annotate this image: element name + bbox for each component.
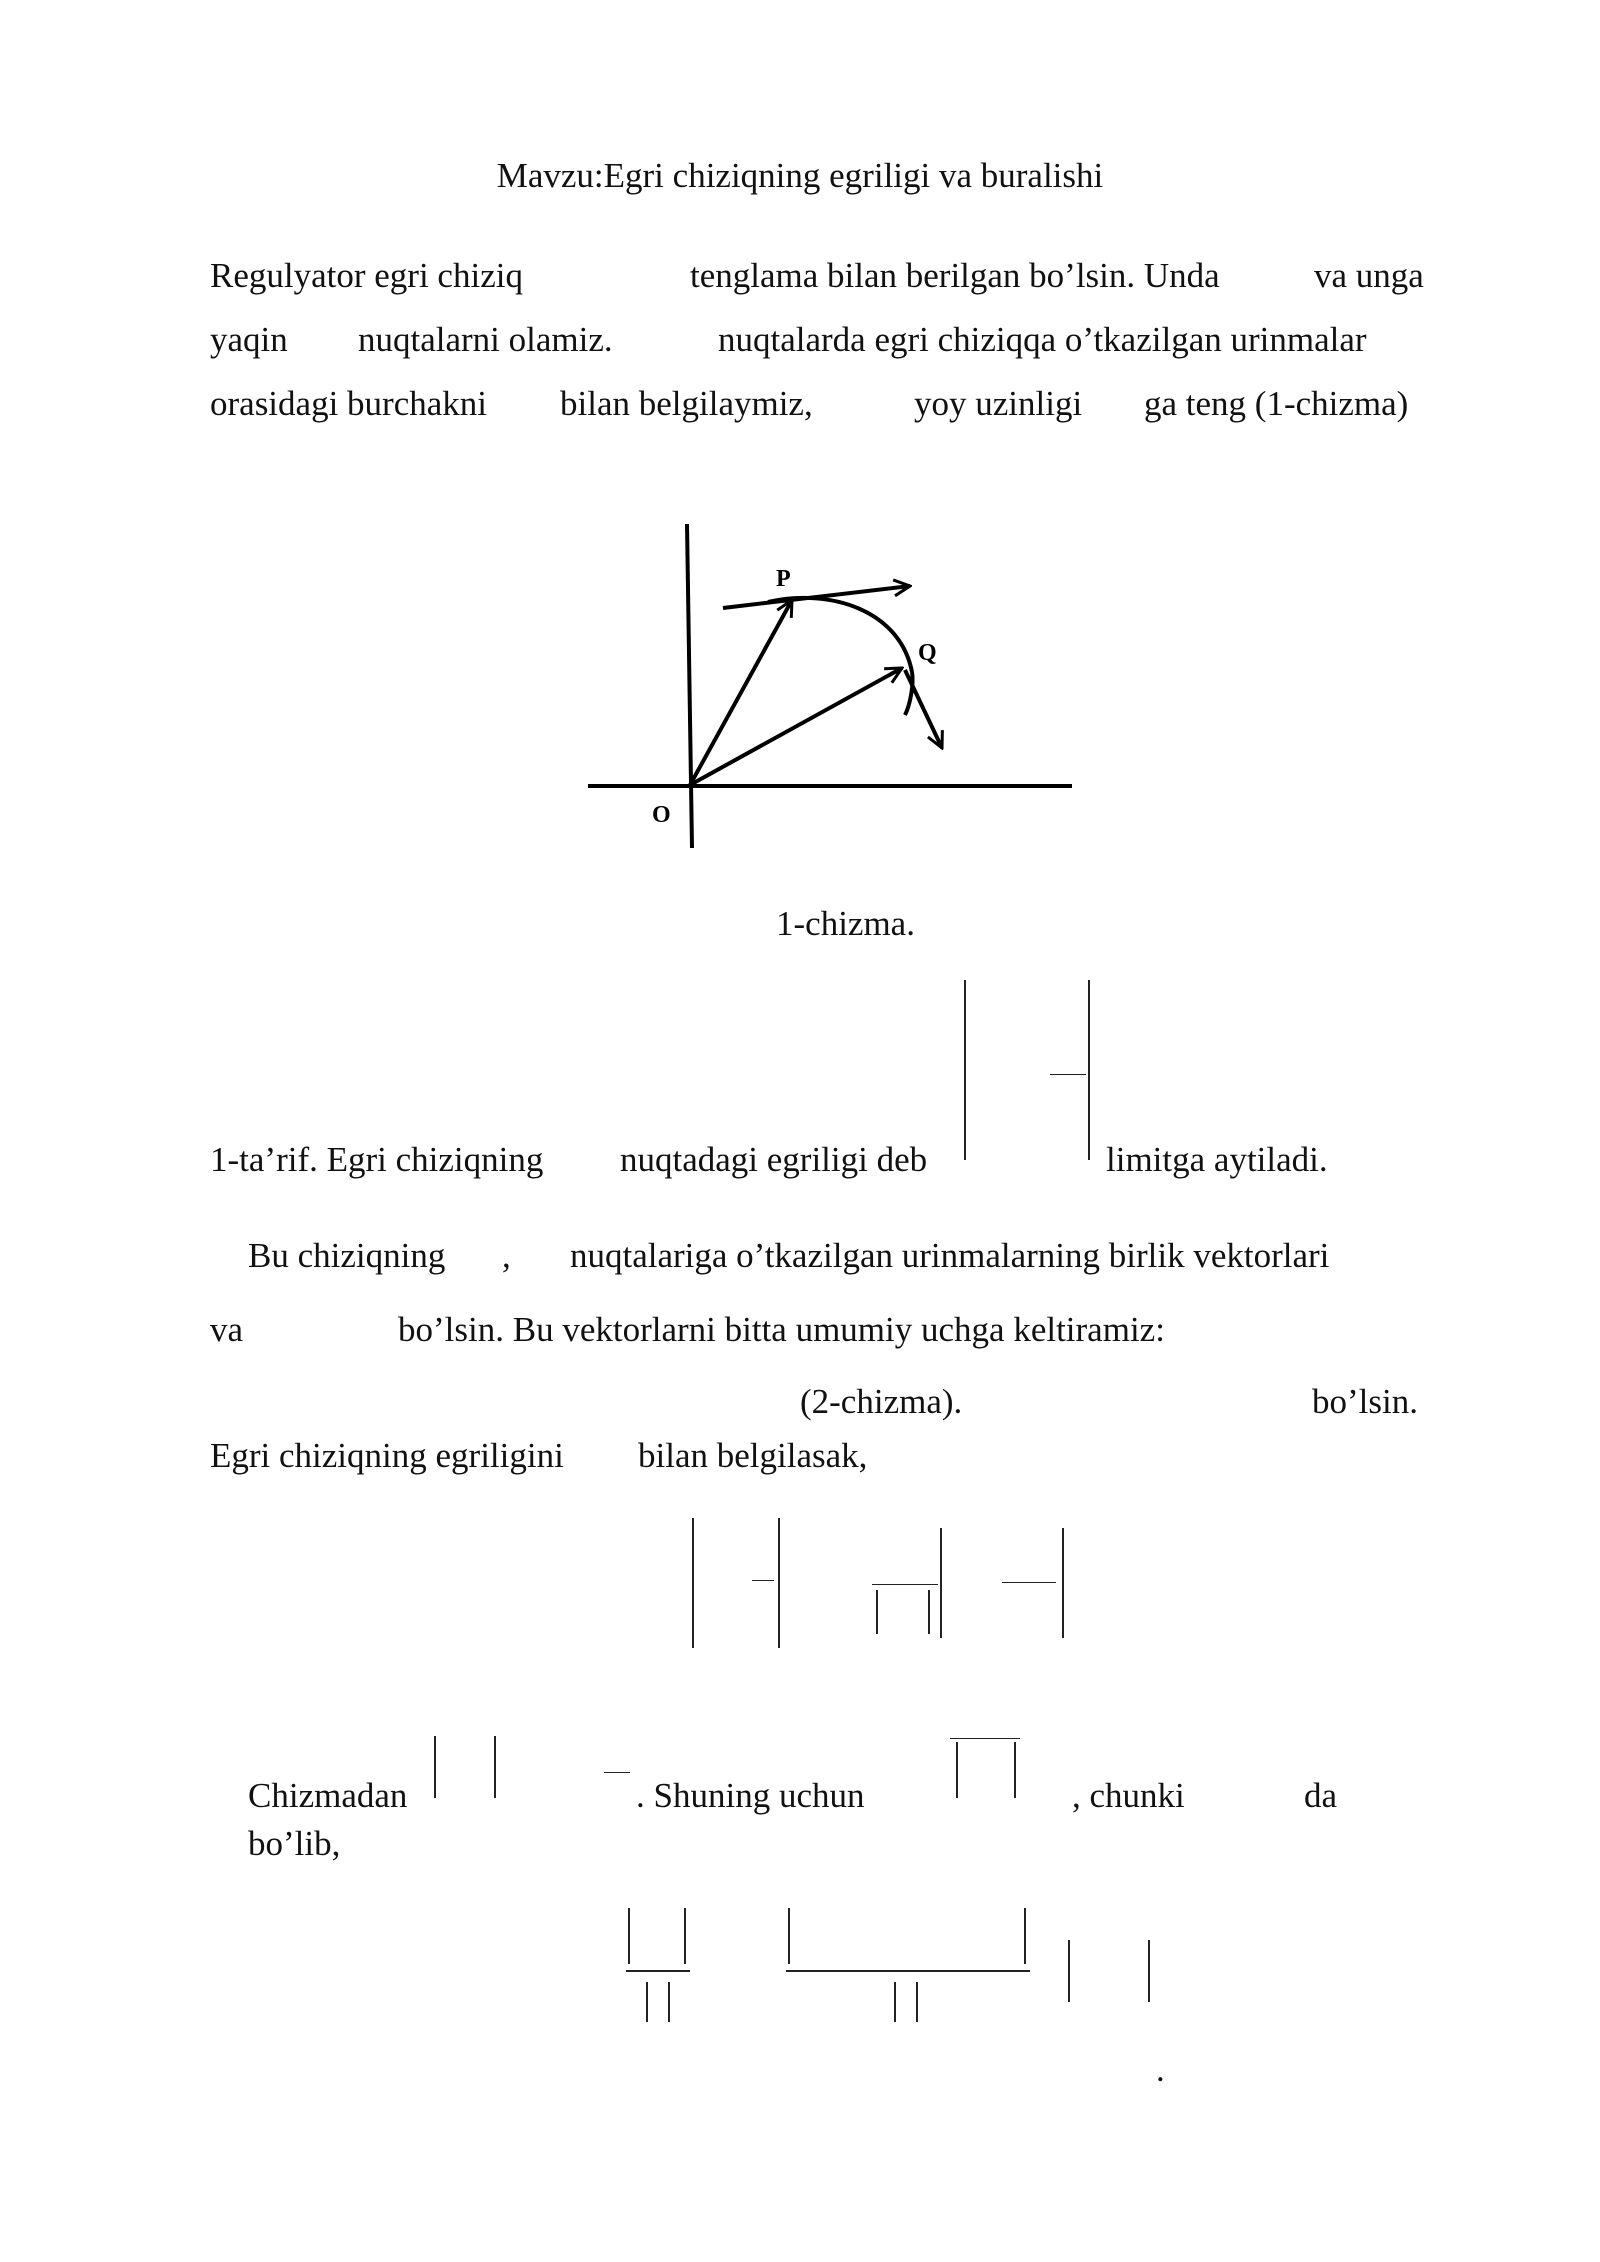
formula-bar	[928, 1590, 930, 1634]
label-q: Q	[918, 640, 937, 666]
para1-line3-d: ga teng (1-chizma)	[1144, 384, 1409, 423]
formula-fraction-line	[872, 1584, 938, 1585]
para2-line4-a: Egri chiziqning egriligini	[210, 1436, 564, 1475]
para3-text-1: Chizmadan	[248, 1776, 408, 1815]
formula-fraction-line	[1050, 1074, 1086, 1075]
label-p: P	[776, 566, 791, 592]
para2-line2-a: va	[210, 1310, 244, 1349]
final-dot: .	[1156, 2050, 1165, 2089]
para1-line3-c: yoy uzinligi	[914, 384, 1083, 423]
formula-fraction-line	[604, 1772, 630, 1773]
formula-bar	[434, 1736, 436, 1798]
para2-line1-a: Bu chiziqning	[248, 1236, 446, 1275]
formula-bar	[876, 1590, 878, 1634]
formula-bar	[1148, 1940, 1150, 2002]
para1-line1-c: va unga	[1314, 256, 1424, 295]
formula-fraction-line	[786, 1970, 1030, 1972]
definition-text-2: nuqtadagi egriligi deb	[620, 1140, 928, 1179]
definition-text-3: limitga aytiladi.	[1106, 1140, 1328, 1179]
formula-bar	[692, 1518, 694, 1648]
label-o: O	[652, 802, 671, 828]
para3-text-3: , chunki	[1072, 1776, 1185, 1815]
para1-line3-b: bilan belgilaymiz,	[560, 384, 813, 423]
formula-bar	[1014, 1742, 1016, 1798]
formula-fraction-line	[752, 1580, 774, 1581]
para1-line1-b: tenglama bilan berilgan bo’lsin. Unda	[690, 256, 1220, 295]
figure-1-diagram	[580, 510, 1080, 860]
formula-bar	[916, 1982, 918, 2022]
formula-fraction-line	[626, 1970, 690, 1972]
formula-bar	[1068, 1940, 1070, 2002]
page-title: Mavzu:Egri chiziqning egriligi va buralishi	[496, 156, 1104, 195]
tangent-p	[723, 586, 910, 608]
para1-line3-a: orasidagi burchakni	[210, 384, 487, 423]
para2-line4-b: bilan belgilasak,	[638, 1436, 868, 1475]
formula-bar	[778, 1518, 780, 1648]
tangent-q	[905, 670, 942, 748]
y-axis	[687, 524, 692, 848]
para2-line1-c: nuqtalariga o’tkazilgan urinmalarning birlik vektorlari	[570, 1236, 1330, 1275]
para3-text-4: da	[1304, 1776, 1338, 1815]
figure-1-caption: 1-chizma.	[776, 904, 915, 943]
curve	[768, 598, 913, 715]
formula-bar	[494, 1736, 496, 1798]
formula-overline	[950, 1738, 1020, 1739]
formula-bar	[788, 1908, 790, 1964]
formula-bar	[894, 1982, 896, 2022]
definition-text-1: 1-ta’rif. Egri chiziqning	[210, 1140, 544, 1179]
formula-bar	[684, 1908, 686, 1964]
para1-line2-b: nuqtalarni olamiz.	[358, 320, 613, 359]
formula-bar	[1062, 1528, 1064, 1638]
formula-bar	[940, 1528, 942, 1638]
para2-line3-b: bo’lsin.	[1312, 1382, 1418, 1421]
formula-bar	[1088, 980, 1090, 1160]
para2-line1-b: ,	[502, 1236, 511, 1275]
para2-line3-a: (2-chizma).	[800, 1382, 963, 1421]
formula-bar	[668, 1982, 670, 2022]
para1-line1-a: Regulyator egri chiziq	[210, 256, 523, 295]
para1-line2-a: yaqin	[210, 320, 288, 359]
para1-line2-c: nuqtalarda egri chiziqqa o’tkazilgan urinmalar	[718, 320, 1367, 359]
para3-text-5: bo’lib,	[248, 1824, 341, 1863]
formula-bar	[956, 1742, 958, 1798]
formula-bar	[964, 980, 966, 1160]
formula-bar	[646, 1982, 648, 2022]
para3-text-2: . Shuning uchun	[636, 1776, 865, 1815]
formula-bar	[1024, 1908, 1026, 1964]
para2-line2-b: bo’lsin. Bu vektorlarni bitta umumiy uchga keltiramiz:	[398, 1310, 1165, 1349]
formula-fraction-line	[1002, 1582, 1056, 1583]
formula-bar	[628, 1908, 630, 1964]
